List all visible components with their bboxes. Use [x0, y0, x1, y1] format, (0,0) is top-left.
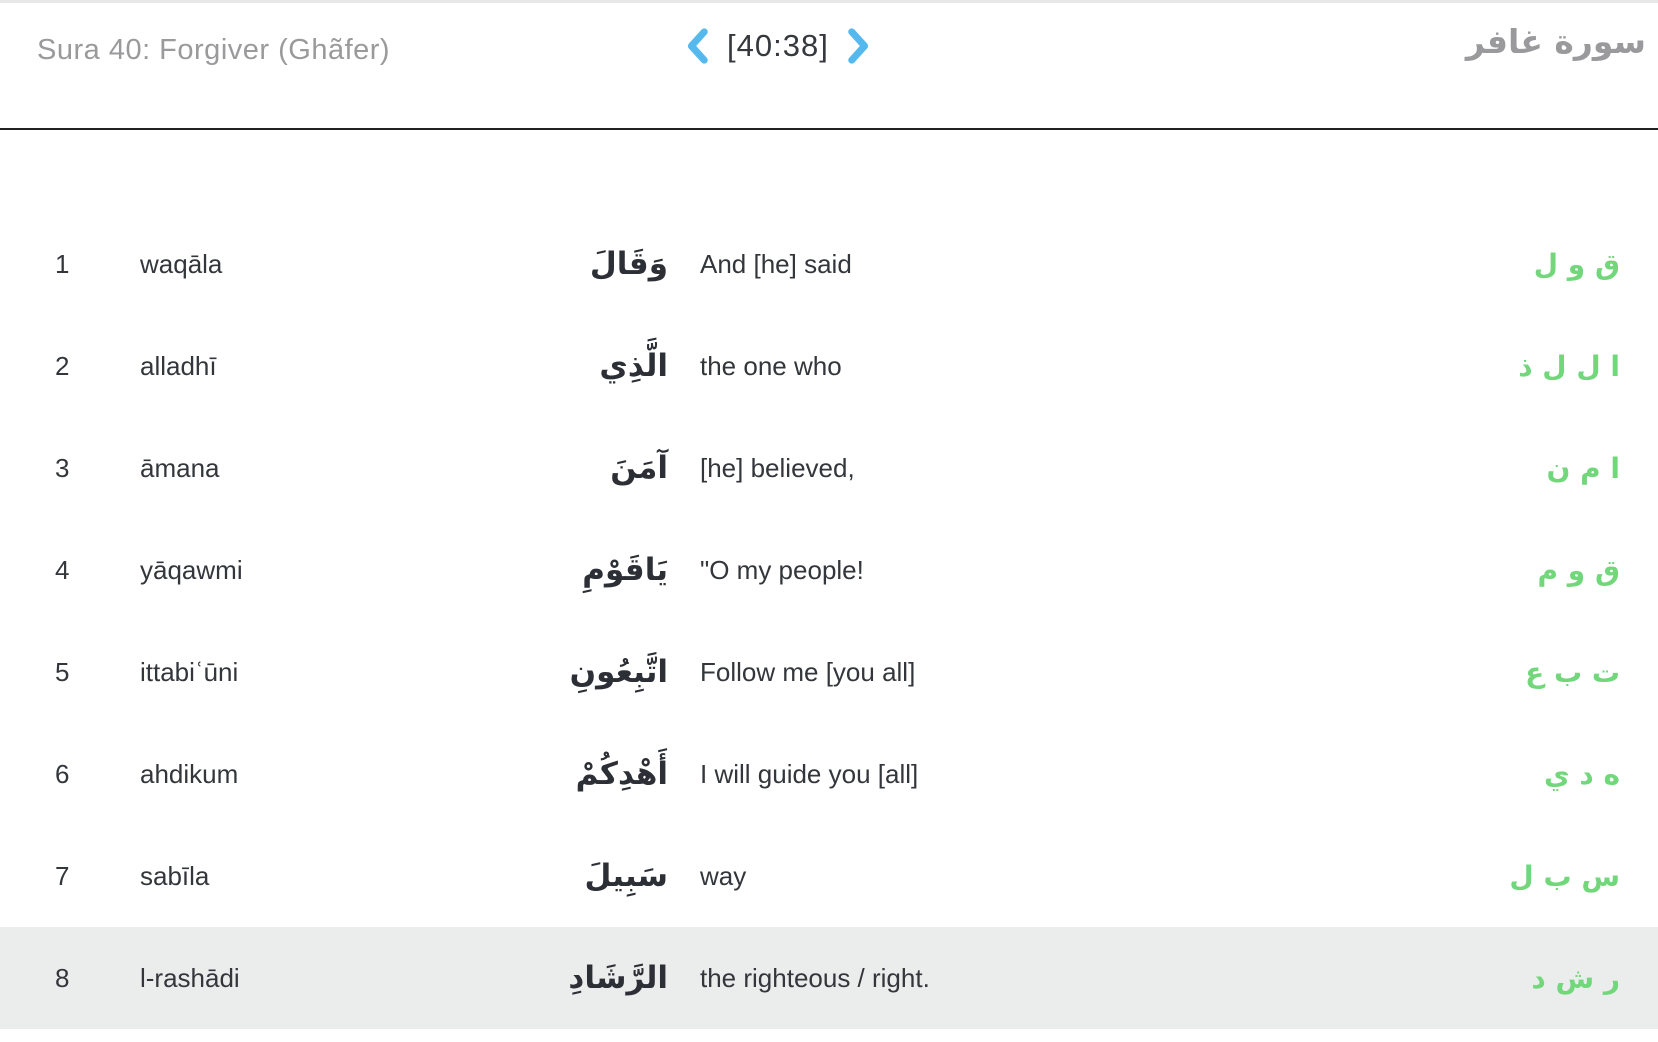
- table-row[interactable]: [0, 621, 1658, 723]
- arabic-word[interactable]: الرَّشَادِ: [568, 960, 668, 996]
- root-letters[interactable]: ق و م: [1537, 553, 1620, 587]
- root-letters[interactable]: ا م ن: [1546, 451, 1620, 485]
- word-cell: [140, 450, 668, 486]
- word-cell: [140, 858, 668, 894]
- root-letters[interactable]: ه د ي: [1543, 757, 1620, 791]
- transliteration[interactable]: āmana: [140, 452, 220, 483]
- word-cell: [140, 960, 668, 996]
- translation-text: the one who: [700, 350, 842, 381]
- word-number: 4: [55, 554, 70, 585]
- arabic-word[interactable]: آمَنَ: [610, 450, 668, 486]
- sura-title: Sura 40: Forgiver (Ghãfer): [37, 34, 391, 66]
- sura-title-arabic: سورة غافر: [1465, 22, 1646, 61]
- translation-text: "O my people!: [700, 554, 864, 585]
- word-number: 6: [55, 758, 70, 789]
- table-row[interactable]: [0, 519, 1658, 621]
- root-letters[interactable]: ا ل ل ذ: [1518, 349, 1620, 383]
- arabic-word[interactable]: اتَّبِعُونِ: [569, 654, 668, 690]
- table-row[interactable]: [0, 723, 1658, 825]
- word-number: 8: [55, 962, 70, 993]
- root-letters[interactable]: س ب ل: [1509, 859, 1620, 893]
- verse-navigation: [684, 27, 872, 65]
- previous-verse-button[interactable]: [684, 27, 711, 65]
- page-header: [0, 3, 1658, 130]
- transliteration[interactable]: yāqawmi: [140, 554, 243, 585]
- table-row[interactable]: [0, 315, 1658, 417]
- word-cell: [140, 654, 668, 690]
- word-number: 2: [55, 350, 70, 381]
- transliteration[interactable]: sabīla: [140, 860, 210, 891]
- word-cell: [140, 246, 668, 282]
- transliteration[interactable]: alladhī: [140, 350, 217, 381]
- transliteration[interactable]: l-rashādi: [140, 962, 240, 993]
- translation-text: the righteous / right.: [700, 962, 930, 993]
- chevron-right-icon: [845, 27, 872, 65]
- word-number: 5: [55, 656, 70, 687]
- word-number: 3: [55, 452, 70, 483]
- chevron-left-icon: [684, 27, 711, 65]
- root-letters[interactable]: ق و ل: [1533, 247, 1620, 281]
- arabic-word[interactable]: سَبِيلَ: [584, 858, 668, 894]
- word-number: 1: [55, 248, 70, 279]
- translation-text: I will guide you [all]: [700, 758, 919, 789]
- arabic-word[interactable]: أَهْدِكُمْ: [575, 756, 668, 792]
- translation-text: And [he] said: [700, 248, 852, 279]
- translation-text: way: [700, 860, 747, 891]
- transliteration[interactable]: waqāla: [140, 248, 223, 279]
- table-row[interactable]: [0, 825, 1658, 927]
- arabic-word[interactable]: الَّذِي: [599, 348, 668, 384]
- word-number: 7: [55, 860, 70, 891]
- root-letters[interactable]: ت ب ع: [1525, 655, 1620, 689]
- arabic-word[interactable]: يَاقَوْمِ: [582, 552, 668, 588]
- table-row[interactable]: [0, 213, 1658, 315]
- transliteration[interactable]: ittabiʿūni: [140, 656, 239, 687]
- word-cell: [140, 348, 668, 384]
- next-verse-button[interactable]: [845, 27, 872, 65]
- translation-text: [he] believed,: [700, 452, 855, 483]
- word-cell: [140, 552, 668, 588]
- word-cell: [140, 756, 668, 792]
- table-row[interactable]: [0, 927, 1658, 1029]
- table-row[interactable]: [0, 417, 1658, 519]
- transliteration[interactable]: ahdikum: [140, 758, 239, 789]
- root-letters[interactable]: ر ش د: [1531, 961, 1620, 995]
- verse-reference: [40:38]: [727, 28, 829, 63]
- translation-text: Follow me [you all]: [700, 656, 916, 687]
- word-by-word-table: [0, 213, 1658, 1029]
- arabic-word[interactable]: وَقَالَ: [589, 246, 668, 282]
